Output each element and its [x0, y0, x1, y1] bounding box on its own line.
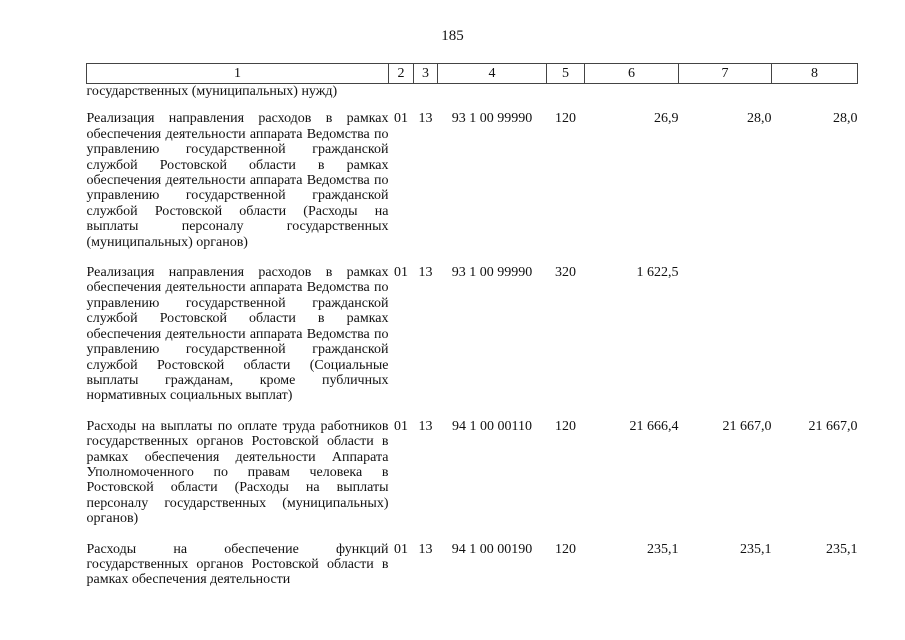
table-row — [87, 542, 858, 588]
header-col-4: 4 — [438, 64, 547, 84]
header-col-6: 6 — [585, 64, 679, 84]
row-amount-col6: 21 666,4 — [629, 418, 679, 434]
table-row — [87, 111, 858, 265]
row-amount-col6: 26,9 — [654, 111, 679, 127]
row-description: Расходы на выплаты по оплате труда работников государственных органов Ростовской области в рамках обеспечения деятельности Аппарата Уполномоченного по правам человека в Ростовской области (Расходы на выплаты персоналу государственных (муниципальных) органов) — [86, 418, 389, 527]
row-description: государственных (муниципальных) нужд) — [86, 84, 338, 99]
row-description: Реализация направления расходов в рамках обеспечения деятельности аппарата Ведомства по управлению государственной гражданской службой Ростовской области в рамках обеспечения деятельности аппарата Ведомства по управлению государственной гражданской службой Ростовской области (Расходы на выплаты персоналу государственных (муниципальных) органов) — [86, 111, 389, 250]
row-expense-type: 120 — [555, 418, 576, 434]
row-subsection: 13 — [418, 111, 433, 127]
row-amount-col6 — [585, 84, 679, 112]
row-expense-type: 120 — [555, 111, 576, 127]
row-expense-type — [547, 84, 585, 112]
row-target-article: 93 1 00 99990 — [451, 111, 533, 127]
row-amount-col8: 28,0 — [833, 111, 858, 127]
table-row — [87, 265, 858, 419]
header-col-1: 1 — [87, 64, 389, 84]
page-number: 185 — [441, 28, 464, 44]
row-amount-col8 — [772, 265, 858, 419]
row-amount-col8 — [772, 84, 858, 112]
budget-table — [86, 63, 858, 588]
row-section: 01 — [394, 418, 408, 434]
row-target-article: 94 1 00 00190 — [451, 541, 533, 557]
row-expense-type: 120 — [555, 541, 576, 557]
row-amount-col7 — [679, 265, 772, 419]
row-target-article: 94 1 00 00110 — [452, 418, 532, 434]
header-col-7: 7 — [679, 64, 772, 84]
row-target-article — [438, 84, 547, 112]
row-description: Расходы на обеспечение функций государственных органов Ростовской области в рамках обеспечения деятельности — [86, 541, 389, 588]
header-row — [87, 64, 858, 84]
row-section: 01 — [394, 265, 408, 281]
row-description: Реализация направления расходов в рамках обеспечения деятельности аппарата Ведомства по управлению государственной гражданской службой Ростовской области в рамках обеспечения деятельности аппарата Ведомства по управлению государственной гражданской службой Ростовской области (Социальные выплаты гражданам, кроме публичных нормативных социальных выплат) — [86, 265, 389, 404]
row-section — [389, 84, 414, 112]
row-amount-col7: 235,1 — [740, 541, 772, 557]
row-section: 01 — [394, 111, 408, 127]
row-subsection: 13 — [418, 265, 433, 281]
row-subsection — [414, 84, 438, 112]
row-amount-col8: 235,1 — [826, 541, 858, 557]
row-expense-type: 320 — [555, 265, 576, 281]
header-col-3: 3 — [414, 64, 438, 84]
row-amount-col6: 235,1 — [647, 541, 679, 557]
table-row — [87, 84, 858, 112]
header-col-8: 8 — [772, 64, 858, 84]
row-amount-col8: 21 667,0 — [808, 418, 858, 434]
header-col-5: 5 — [547, 64, 585, 84]
table-row — [87, 419, 858, 542]
row-section: 01 — [394, 541, 408, 557]
row-amount-col7 — [679, 84, 772, 112]
row-amount-col7: 28,0 — [747, 111, 772, 127]
row-target-article: 93 1 00 99990 — [451, 265, 533, 281]
row-amount-col6: 1 622,5 — [636, 265, 679, 281]
row-amount-col7: 21 667,0 — [722, 418, 772, 434]
row-subsection: 13 — [418, 418, 433, 434]
row-subsection: 13 — [418, 541, 433, 557]
header-col-2: 2 — [389, 64, 414, 84]
